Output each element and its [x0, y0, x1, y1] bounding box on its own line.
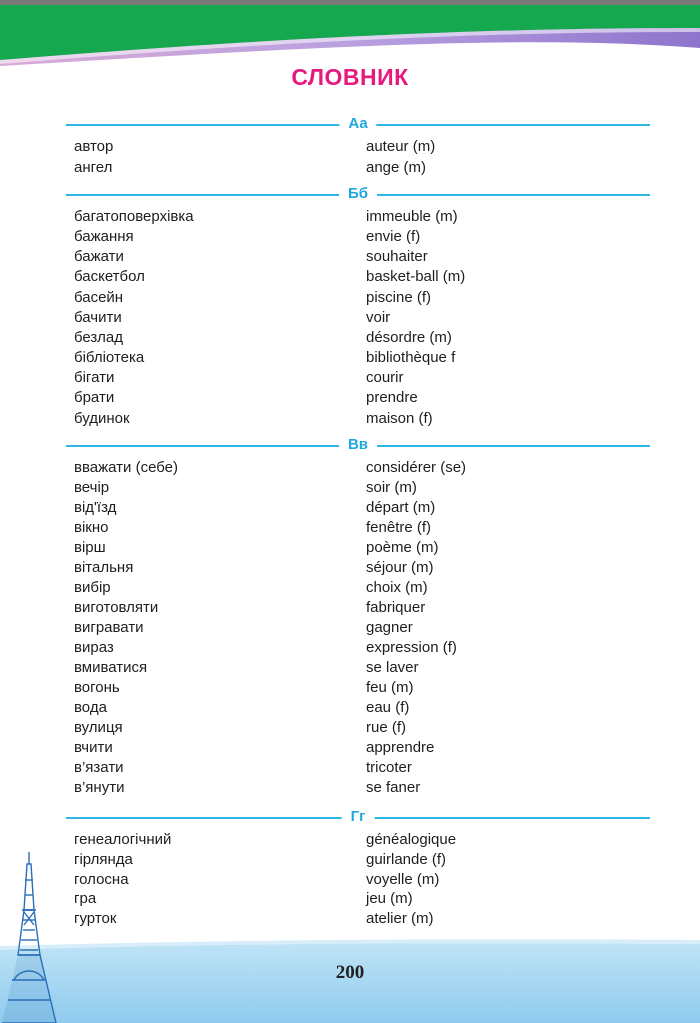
- ukrainian-word: вогонь: [74, 679, 120, 696]
- dictionary-entry: [0, 598, 700, 618]
- dictionary-entry: [0, 137, 700, 157]
- section-letter: Бб: [339, 184, 377, 204]
- ukrainian-word: вмиватися: [74, 659, 148, 676]
- ukrainian-word: гірлянда: [74, 850, 133, 868]
- ukrainian-word: вираз: [74, 639, 114, 656]
- dictionary-entry: [0, 328, 700, 348]
- ukrainian-word: вечір: [74, 479, 110, 496]
- section-header: [66, 115, 650, 132]
- dictionary-entry: [0, 738, 700, 758]
- ukrainian-word: гурток: [74, 910, 117, 927]
- french-translation: prendre: [366, 389, 418, 407]
- section-letter: Вв: [339, 435, 377, 455]
- dictionary-entry: [0, 678, 700, 698]
- section-letter: Аа: [339, 114, 376, 134]
- ukrainian-word: бібліотека: [74, 349, 145, 367]
- ukrainian-word: вважати (себе): [74, 459, 179, 476]
- ukrainian-word: гра: [74, 890, 97, 908]
- section-header: [66, 808, 650, 825]
- dictionary-entry: [0, 850, 700, 870]
- french-translation: départ (m): [366, 499, 436, 516]
- ukrainian-word: бачити: [74, 308, 122, 326]
- dictionary-entry: [0, 478, 700, 498]
- french-translation: souhaiter: [366, 248, 428, 266]
- dictionary-entry: [0, 618, 700, 638]
- top-banner: [0, 0, 700, 70]
- french-translation: basket-ball (m): [366, 268, 466, 286]
- dictionary-entry: [0, 538, 700, 558]
- ukrainian-word: будинок: [74, 409, 130, 427]
- french-translation: bibliothèque f: [366, 349, 456, 367]
- french-translation: immeuble (m): [366, 208, 458, 225]
- section-header: [66, 436, 650, 453]
- french-translation: considérer (se): [366, 459, 467, 476]
- french-translation: feu (m): [366, 679, 414, 696]
- dictionary-entry: [0, 830, 700, 850]
- dictionary-entry: [0, 308, 700, 328]
- eiffel-tower-icon: [0, 850, 62, 1023]
- french-translation: fabriquer: [366, 599, 426, 616]
- french-translation: apprendre: [366, 739, 435, 756]
- french-translation: se laver: [366, 659, 419, 676]
- french-translation: envie (f): [366, 228, 421, 246]
- dictionary-entry: [0, 348, 700, 368]
- ukrainian-word: вода: [74, 699, 107, 716]
- ukrainian-word: вибір: [74, 579, 111, 596]
- french-translation: tricoter: [366, 759, 412, 776]
- ukrainian-word: бігати: [74, 369, 115, 387]
- french-translation: maison (f): [366, 409, 433, 427]
- french-translation: voir: [366, 308, 391, 326]
- dictionary-entry: [0, 758, 700, 778]
- french-translation: gagner: [366, 619, 413, 636]
- french-translation: jeu (m): [366, 890, 413, 908]
- ukrainian-word: безлад: [74, 328, 123, 346]
- french-translation: désordre (m): [366, 328, 452, 346]
- ukrainian-word: виготовляти: [74, 599, 159, 616]
- dictionary-entry: [0, 247, 700, 267]
- dictionary-entry: [0, 638, 700, 658]
- dictionary-entry: [0, 207, 700, 227]
- dictionary-entry: [0, 558, 700, 578]
- ukrainian-word: в’язати: [74, 759, 124, 776]
- french-translation: soir (m): [366, 479, 417, 496]
- french-translation: séjour (m): [366, 559, 434, 576]
- dictionary-entry: [0, 288, 700, 308]
- dictionary-entry: [0, 409, 700, 429]
- dictionary-entry: [0, 658, 700, 678]
- dictionary-entry: [0, 718, 700, 738]
- dictionary-entry: [0, 458, 700, 478]
- dictionary-entry: [0, 267, 700, 287]
- ukrainian-word: вчити: [74, 739, 113, 756]
- section-letter: Гг: [342, 807, 375, 827]
- section-header: [66, 185, 650, 202]
- ukrainian-word: від'їзд: [74, 499, 117, 516]
- ukrainian-word: брати: [74, 389, 115, 407]
- ukrainian-word: в’янути: [74, 779, 125, 796]
- page-number: 200: [335, 962, 365, 983]
- ukrainian-word: баскетбол: [74, 268, 145, 286]
- french-translation: se faner: [366, 779, 421, 796]
- ukrainian-word: автор: [74, 138, 114, 155]
- dictionary-entry: [0, 158, 700, 178]
- french-translation: expression (f): [366, 639, 457, 656]
- ukrainian-word: багатоповерхівка: [74, 208, 194, 225]
- ukrainian-word: голосна: [74, 870, 129, 888]
- french-translation: fenêtre (f): [366, 519, 432, 536]
- ukrainian-word: вулиця: [74, 719, 123, 736]
- french-translation: courir: [366, 369, 404, 387]
- ukrainian-word: вірш: [74, 539, 106, 556]
- french-translation: atelier (m): [366, 910, 434, 927]
- dictionary-entry: [0, 227, 700, 247]
- dictionary-entry: [0, 578, 700, 598]
- french-translation: auteur (m): [366, 138, 436, 155]
- french-translation: généalogique: [366, 831, 457, 848]
- page-title: СЛОВНИК: [291, 64, 409, 90]
- french-translation: piscine (f): [366, 288, 432, 306]
- dictionary-entry: [0, 498, 700, 518]
- dictionary-entry: [0, 518, 700, 538]
- dictionary-entry: [0, 870, 700, 890]
- dictionary-entry: [0, 368, 700, 388]
- ukrainian-word: басейн: [74, 288, 124, 306]
- ukrainian-word: генеалогічний: [74, 831, 172, 848]
- ukrainian-word: вікно: [74, 519, 109, 536]
- ukrainian-word: вигравати: [74, 619, 144, 636]
- french-translation: ange (m): [366, 158, 427, 176]
- dictionary-entry: [0, 698, 700, 718]
- french-translation: choix (m): [366, 579, 428, 596]
- dictionary-entry: [0, 388, 700, 408]
- ukrainian-word: бажати: [74, 248, 124, 266]
- dictionary-entry: [0, 778, 700, 798]
- french-translation: voyelle (m): [366, 870, 440, 888]
- french-translation: poème (m): [366, 539, 439, 556]
- ukrainian-word: бажання: [74, 228, 134, 246]
- ukrainian-word: ангел: [74, 158, 113, 176]
- ukrainian-word: вітальня: [74, 559, 134, 576]
- french-translation: guirlande (f): [366, 850, 447, 868]
- french-translation: rue (f): [366, 719, 407, 736]
- french-translation: eau (f): [366, 699, 410, 716]
